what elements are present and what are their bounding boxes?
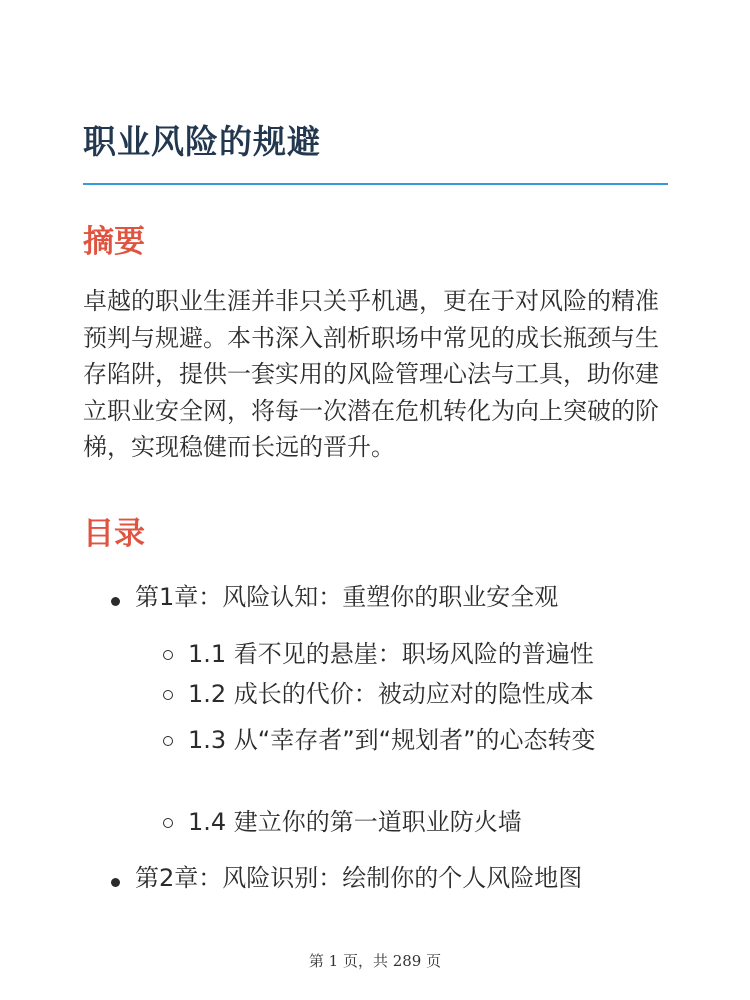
toc-section-1-1[interactable]: 1.1 看不见的悬崖：职场风险的普遍性 [188,640,594,668]
bullet-circle-icon [163,650,173,660]
toc-section-1-4[interactable]: 1.4 建立你的第一道职业防火墙 [188,808,522,836]
toc-heading: 目录 [83,516,145,552]
toc-section-1-2[interactable]: 1.2 成长的代价：被动应对的隐性成本 [188,680,594,708]
abstract-text: 卓越的职业生涯并非只关乎机遇，更在于对风险的精准预判与规避。本书深入剖析职场中常见的成长瓶颈与生存陷阱，提供一套实用的风险管理心法与工具，助你建立职业安全网，将每一次潜在危机转化为向上突破的阶梯，实现稳健而长远的晋升。 [83,287,659,461]
bullet-circle-icon [163,818,173,828]
document-title: 职业风险的规避 [83,122,321,161]
page-footer: 第 1 页，共 289 页 [308,952,442,970]
title-divider [83,183,668,185]
bullet-disc-icon [111,597,120,606]
abstract-heading: 摘要 [83,224,145,260]
bullet-circle-icon [163,690,173,700]
bullet-disc-icon [111,878,120,887]
toc-chapter-2[interactable]: 第2章：风险识别：绘制你的个人风险地图 [135,864,583,892]
toc-section-1-3[interactable]: 1.3 从“幸存者”到“规划者”的心态转变 [188,726,596,754]
toc-chapter-1[interactable]: 第1章：风险认知：重塑你的职业安全观 [135,583,559,611]
bullet-circle-icon [163,736,173,746]
